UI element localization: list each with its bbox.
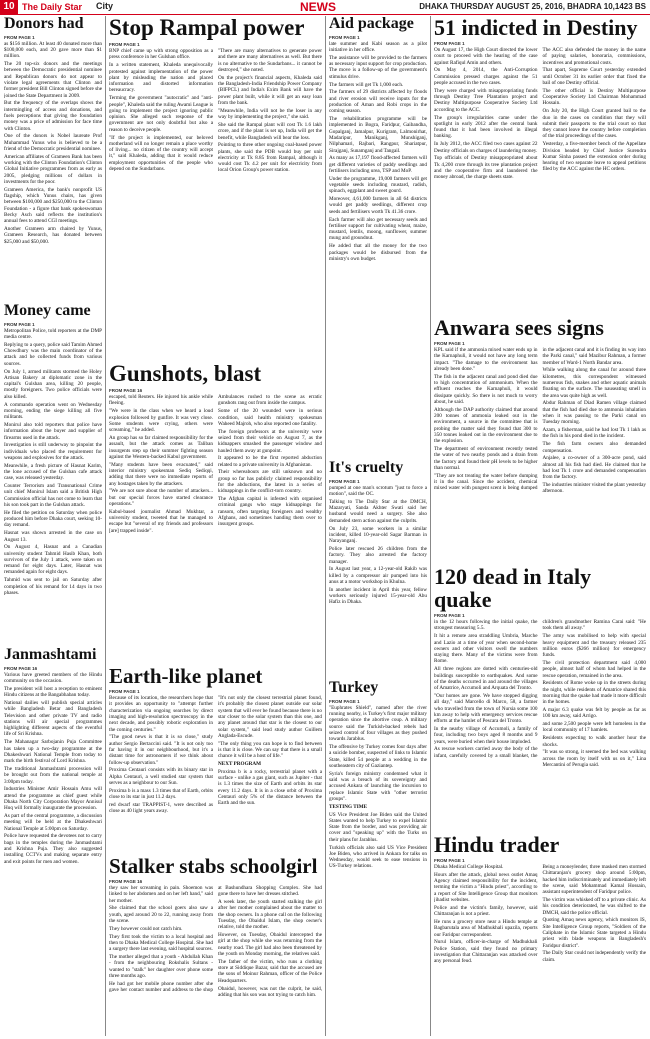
paragraph: The ACC also defended the money in the name of paying salaries, honoraria, commissions, incentives and promotional costs. [542,47,646,66]
paragraph: Investigation is still underway to pinpoint the individuals who placed the requirement for weapons and explosives for the attack. [4,442,102,461]
headline: Hindu trader [434,833,560,857]
column-rule [430,16,431,1036]
article-stop-rampal [109,16,322,356]
paragraph: The father of the victim, who runs a clothing store at Siddique Bazar, said that the accused are the sons of Moinur Rahman, officer of the Police Headquarters. [218,958,322,984]
article-gunshots-blast [109,362,322,660]
paragraph: The mother alleged that a youth - Abdullah Khan - from the neighbouring Rokshalis Sultans - wanted to "stalk" her daughter over phone some three months ago. [109,954,213,979]
headline: Money came [4,303,91,319]
paragraph: Azam, a fisherman, said he had lost Tk 1 lakh as the fish in his pond died in the incident. [542,427,646,440]
subhead: NEXT PROGRAM [218,761,261,768]
paragraph: She said the Rampal plant will cost Tk 1.6 lakh crore, and if the plant is set up, India will get the benefit, while Bangladesh will bear the loss. [218,121,322,141]
paragraph: Metropolitan Police, told reporters at the DMP media centre. [4,327,102,341]
paragraph: That apart, Supreme Court yesterday extended until October 31 its earlier order that fixed the bail of one Destiny official. [542,67,646,87]
paragraph: But the frequency of the overlaps shows the intermingling of access and donations, and fuels perceptions that giving the foundation money was a price of admission for face time with Clinton. [4,100,102,132]
article-earth-like-planet [109,665,322,851]
paragraph: "Many students have been evacuated," said interior ministry spokesman Sediq Sediqqi, adding that there were no immediate reports of any hostages taken by the attackers. [109,461,213,487]
paragraph: Meanwhile, a fresh picture of Hasnat Karim, the lone accused of the Gulshan cafe attack case, was released yesterday. [4,462,102,482]
paragraph: An group has so far claimed responsibility for the assault, but the attack comes as Taliban insurgents step up their summer fighting season against the Western-backed Kabul government. [109,434,213,460]
article-anwara-sees-signs [434,316,646,561]
article-body [4,41,102,245]
paragraph: Turkish officials also said US Vice President Joe Biden, who arrived in Ankara for talks on Wednesday, would seek to ease tensions in US-Turkey relations. [329,844,427,870]
paragraph: Anjalee, a co-owner of a 300-acre pond, said almost all his fish had died. He claimed that he had lost Tk 1 crore and demanded compensation from the factory. [542,455,646,481]
paragraph: Proxima b is a mass 1.3 times that of Earth, orbits close to its star in just 11.2 days. [109,787,213,800]
paragraph: late summer and Kabi season as a pilot initiative in her office. [329,40,427,54]
paragraph: Residents of Rome woke up in the streets during the night, while residents of Amatrice shared this morning that the quake had made it more difficult in the homes. [542,680,646,706]
paragraph: Police and the victim's family, however, said Chittaranjan is not a priest. [434,904,538,918]
paragraph: Yesterday, a five-member bench of the Appellate Division headed by Chief Justice Surendra Kumar Sinha passed the extension order during hearing of two separate leave to appeal petitions filed by the ACC against the HC orders. [542,141,646,173]
page-header-bar [0,0,650,15]
paragraph: The traditional Janmashtami procession will be brought out from the national temple at 3:00pm today. [4,765,102,785]
paragraph: The industries minister visited the plant yesterday afternoon. [542,482,646,495]
paragraph: "Meanwhile, India will not be the loser in any way by implementing the project," she said. [218,107,322,121]
paragraph: Under the programme, 19,000 farmers will get vegetable seeds including mustard, radish, spinach, eggplant and sweet gourd. [329,175,427,195]
paragraph: "There are many alternatives to generate power and there are many alternatives as well. But there is no alternative to the Sundarbans... it cannot be destroyed," she noted. [218,48,322,74]
paragraph: Dhaka Medical College Hospital. [434,864,504,871]
paragraph: As rescue workers carried away the body of the infant, carefully covered by a small blanket, the children's grandmother Ramina Carai said: "He took them all away." [434,619,646,759]
page-number: 10 [0,0,18,14]
paragraph: "The only thing you can hope is to find between is that it is close. We can say that there is a small chance it will be a host of life." [218,740,322,760]
paragraph: pumped at one man's scrotum "just to force a motion", said the OC. [329,484,427,498]
paragraph: On July 23, some workers in a similar incident, killed 10-year-old Sagar Barman in Narayanganj. [329,525,427,545]
paragraph: The victim was whisked off to a private clinic. As his condition deteriorated, he was shifted to the DMCH, said the police official. [542,897,646,916]
paragraph: In July 2012, the ACC filed two cases against 22 Destiny officials on charges of laundering money. [434,141,538,154]
paragraph: Obaidul, however, was not the culprit, he said, adding that his son was not trying to catch him. [218,985,322,998]
paragraph: Police later rescued 26 children from the factory. They also arrested the factory manager. [329,545,427,565]
paragraph: "The good news is that it is so close," study author Sergio Bertaccini said. "It is not only too far having it in our neighbourhood, but it's a distant time for astronomers if we think about follow-up observation." [109,734,213,766]
from-page-tag: FROM PAGE 1 [109,689,140,695]
paragraph: Hours after the attack, global news outlet Amaq Agency claimed responsibility for the incident, terming the victim a "Hindu priest", according to a report of Site Intelligence Group that monitors jihadist websites. [434,871,538,904]
paragraph: Talking to The Daily Star at the DMCH, Mazaryati, Sanda Akhter Swati said her husband would need a surgery. She also demanded stern action against the culprits. [329,498,427,524]
paragraph: and some 2,500 people were left homeless in the local community of 17 hamlets. [542,721,646,734]
article-janmashtami [4,647,102,1035]
paragraph: One of the donors is Nobel laureate Prof Muhammad Yunus who is believed to be a friend of the Democratic presidential nominee. [4,133,102,153]
paragraph: In another incident in April this year, fellow workers seriously injured 15-year-old Abu Hafiz in Dhaka. [329,586,427,606]
paragraph: BNP chief came up with strong opposition as a press conference in her Gulshan office. [109,48,213,61]
paragraph: On the project's financial aspects, Khaleda said the Bangladesh-India Friendship Power Company (BIFPCL) and India's Exim Bank will have the power plant built, while it will get an easy loan from the bank. [218,74,322,107]
paragraph: "If the project is implemented, our beloved motherland will no longer remain a place worthy of living... no citizen of the country will accept it," said Khaleda, adding that it would reduce employment opportunities of the people who depend on the Sundarbans. [109,134,213,172]
paragraph: Police have requested the devotees not to carry bags in the temples during the Janmashtami and Krishna Puja. They also suggested installing CCTVs and making separate entry and exit points for men and women. [4,833,102,865]
paragraph: Residents expecting to walk another hour the shocks. [542,735,646,748]
paragraph: Top officials of Destiny misappropriated about Tk 4,200 crore through its tree plantation project and the cooperative firm and laundered the money abroad, the charge sheets state. [434,155,538,181]
masthead-byline: The Daily Star [22,2,83,12]
paragraph: The Daily Star could not independently verify the claim. [542,950,646,963]
paragraph: As part of the central programme, a discussion meeting will be held at the Dhakeshwari National Temple at 5:00pm on Saturday. [4,813,102,832]
paragraph: On May 4, 2014, the Anti-Corruption Commission pressed charges against the 51 people accused in the two cases. [434,67,538,87]
paragraph: The offensive by Turkey comes four days after a suicide bomber, suspected of links to Islamic State, killed 54 people at a wedding in the southeastern city of Gaziantep. [329,744,427,769]
paragraph: US Vice President Joe Biden said the United States wanted to help Turkey to expel Islamic State from the border, and was providing air cover and "speaking up" with the Turks on their plans for Jarablus. [329,811,427,843]
article-hindu-trader [434,833,646,1036]
paragraph: The department of environment recently tested the water of two nearby ponds and a drain from the factory and found their pH levels to be higher than normal. [434,446,538,471]
paragraph: Syria's foreign ministry condemned what it said was a breach of its sovereignty and accused Ankara of launching the incursion to replace Islamic State with "other terrorist groups". [329,770,427,802]
from-page-tag: FROM PAGE 1 [434,41,465,47]
article-body [4,672,102,865]
paragraph: "They are not treating the water before dumping it in the canal. Since the accident, chemical mixed water with pungent scent is being dumped in the adjacent canal and it is finding its way into the Parki canal," said Mazibur Rahman, a former member of Ward-1 North Bandar area. [434,347,646,492]
article-body [109,48,322,174]
article-body [434,47,646,180]
article-body [329,41,427,262]
paragraph: The foreign professors at the university were seized from their vehicle on August 7, as the kidnappers smashed the passenger window and hauled them away at gunpoint. [218,428,322,454]
paragraph: in the 12 hours following the initial quake, the strongest measuring 5.5. [434,619,538,632]
article-120-dead-in-italy-quake [434,565,646,829]
headline: Aid package [329,16,414,32]
from-page-tag: FROM PAGE 1 [329,34,360,40]
paragraph: Counter Terrorism and Transnational Crime unit chief Monirul Islam said a British High Commission official has not come to learn that his son took part in the Gulshan attack. [4,483,102,509]
paragraph: "It was so strong, it seemed the bed was walking across the room by itself with us on it," Lina Mercantini of Perugia said. [542,749,646,768]
paragraph: The civil protection department said 4,000 people, almost half of whom had helped in the rescue operation, remained in the area. [542,659,646,679]
paragraph: Being a moneylender, three masked men stormed Chittaranjan's grocery shop around 5:00pm, hacked him indiscriminately and immediately left the scene, said Mohammad Kamal Hossain, assistant superintendent of Faridpur police. [542,864,646,896]
article-body [329,705,427,870]
from-page-tag: FROM PAGE 1 [329,478,360,484]
paragraph: A major 6.3 quake was felt by people as far as 100 km away, said Arrigo. [542,707,646,720]
article-aid-package [329,16,427,456]
article-51-indicted-in-destiny [434,16,646,312]
paragraph: A commando operation went on Wednesday morning, ending the siege killing all five militants. [4,401,102,421]
paragraph: Monirul also told reporters that police have information about the buyer and supplier of firearms used in the attack. [4,421,102,441]
paragraph: However, on Tuesday, Obaidul intercepted the girl at the shop while she was returning from the nearby road. The girl had also been threatened by the youth on Monday morning, the relatives said. [218,932,322,958]
paragraph: Terming the government "autocratic" and "anti-people", Khaleda said the ruling Awami League is going to implement the project ignoring public opinion. She alleged such response of the government are not only doubtful but also a reason to deceive people. [109,95,213,133]
article-body [109,394,322,534]
paragraph: Proxima Centauri consists with its binary star in Alpha Centauri, a well studied star system that serves as a neighbour to our Sun. [109,767,213,786]
paragraph: The president will host a reception to eminent Hindu citizens at the Bangabhaban today. [4,685,102,699]
paragraph: "It's not only the closest terrestrial planet found, it's probably the closest planet outside our solar system that will ever be found because there is no star closer to the solar system than this one, and any planet around that star is the closest to our solar system," said lead study author Guillem Anglada-Escude. [218,695,322,739]
paragraph: Nurul Islam, officer-in-charge of Madhukhali Police Station, said they found no primary investigation that Chittaranjan was attacked over any personal feud. [434,939,538,965]
headline: Stop Rampal power [109,16,305,40]
paragraph: He runs a grocery store near a Hindu temple at Bagbarutala area of Madhukhali upazila, reports our Faridpur correspondent. [434,918,538,938]
paragraph: Hasnat was shown arrested in the case on August 13. [4,530,102,543]
headline: Janmashtami [4,647,97,663]
from-page-tag: FROM PAGE 16 [109,879,143,885]
paragraph: In the nearby village of Accumoli, a family of four, including two boys aged 8 months and 9 years, were buried when their house imploded. [434,725,538,745]
article-stalker-stabs-schoolgirl [109,855,322,1036]
paragraph: The farmers of 29 districts affected by floods and river erosion will receive inputs for the production of Aman and Robi crops in the coming season. [329,89,427,115]
paragraph: Various have greeted members of the Hindu community on the occasion. [4,671,102,685]
paragraph: They however could not catch him. [109,925,183,932]
paragraph: Abdur Rahman of Diad Ramen village claimed that the fish had died due to ammonia inhalation when it was passing to the Parki canal on Tuesday morning. [542,400,646,426]
column-rule [105,16,106,1036]
headline: It's cruelty [329,460,404,476]
dateline: DHAKA THURSDAY AUGUST 25, 2016, BHADRA 10,1423 BS [419,2,646,11]
paragraph: It hit a remote area straddling Umbria, Marche and Lazio at a time of year when second-home owners and other visitors swell the numbers staying there. Many of the victims were from Rome. [434,633,538,665]
paragraph: escaped, told Reuters. He injured his ankle while fleeing. [109,394,213,407]
paragraph: The farmers will get Tk 1,000 each. [329,81,404,88]
paragraph: The fish in the adjacent canal and pond died due to high concentration of ammonium. When the effluent reaches the Karnaphuli, it would dissipate quickly. So there is not much to worry about, he said. [434,373,538,405]
paragraph: On July 1, armed militants stormed the Holey Artisan Bakery at diplomatic zone in the capital's Gulshan area, killing 20 people, mostly foreigners. Two police officials were also killed. [4,368,102,400]
paragraph: He filed the petition on Saturday when police produced him before Dhaka court, seeking 10-day remand. [4,509,102,529]
from-page-tag: FROM PAGE 1 [109,42,140,48]
from-page-tag: FROM PAGE 1 [4,34,35,40]
paragraph: Ambulances rushed to the scene as erratic gunshots rang out from inside the campus. [218,394,322,407]
headline: Gunshots, blast [109,362,262,386]
paragraph: On July 20, the High Court granted bail to the duo in the cases on condition that they will submit their passports to the trial court so that they cannot leave the country before completion of the trial proceedings of the cases. [542,108,646,140]
paragraph: A week later, the youth started stalking the girl after her mother complained about the matter to the shop owners. In a phone call on the following Tuesday, the Obaidul Islam, the shop owner's relative, told the mother. [218,899,322,931]
article-its-cruelty [329,460,427,676]
paragraph: Each farmer will also get necessary seeds and fertiliser support for cultivating wheat, maize, mustard, lentils, moong, sunflower, summer mung and groundnut. [329,216,427,242]
paragraph: While walking along the canal for around three kilometres, this correspondent witnessed numerous fish, snakes and other aquatic animals floating on the surface. The nauseating smell in the area was quite high as well. [542,367,646,399]
article-donors-had [4,16,102,299]
paragraph: as $156 million. At least 40 donated more than $100,000 each, and 20 gave more than $1 million. [4,40,102,60]
from-page-tag: FROM PAGE 16 [109,388,143,394]
paragraph: Tahmid was sent to jail on Saturday after completion of his remand for 14 days in two phases. [4,577,102,596]
paragraph: The 20 top-six donors and the meetings between the Democratic presidential nominee and Republican donors do not appear to violate legal agreements that Clinton and former president Bill Clinton signed before she joined the State Department in 2009. [4,61,102,99]
from-page-tag: FROM PAGE 1 [434,341,465,347]
paragraph: Moreover, 4,61,000 farmers in all 64 districts would get paddy seedlings, different crop seeds and fertilisers worth Tk 41.36 crore. [329,196,427,215]
paragraph: The rehabilitation programme will be implemented in Bogra, Faridpur, Gaibandha, Gopalganj, Jamalpur, Kurigram, Lalmonirhat, Madaripur, Manikganj, Munshiganj, Nilphamari, Rajbari, Rangpur, Shariatpur, Sirajganj, Sunamganj and Tangail. [329,116,427,154]
headline: 120 dead in Italy quake [434,565,592,613]
article-turkey [329,680,427,1036]
paragraph: They were charged with misappropriating funds through Destiny Tree Plantation project and Destiny Multipurpose Cooperative Society Ltd according to the ACC. [434,87,538,113]
paragraph: As many as 17,197 flood-affected farmers will get different varieties of paddy seedlings and fertilisers including urea, TSP and MoP. [329,155,427,174]
article-money-came [4,303,102,643]
paragraph: red dwarf star TRAPPIST-1, were described as close as 40 light years away. [109,801,213,815]
paragraph: On August 4, Hasnat and a Canadian university student Tahmid Hasib Khan, both survivors of the July 1 attack, were taken on remand for eight days. Later, Hasnat was remanded again for eight days. [4,544,102,576]
headline: Stalker stabs schoolgirl [109,855,318,878]
paragraph: Replying to a query, police said Tamim Ahmed Chowdhury was the main coordinator of the attack and he collected funds from various sources. [4,341,102,367]
paragraph: The assistance will be provided to the farmers as necessary input support for crop production. The move is a follow-up of the government's stimulus drive. [329,54,427,80]
article-body [109,695,322,814]
paragraph: He had got her mobile phone number after she gave her contact number and address to the shop at Bashundhara Shopping Complex. She had gone there to have her dresses stitched. [109,885,322,993]
headline: Donors had [4,16,84,32]
article-body [434,347,646,495]
paragraph: Because of its location, the researchers hope that it provides an opportunity to "attempt further characterization via ongoing searches by direct imaging and high-resolution spectroscopy in the next decade, and possibly robotic exploration in the coming centuries." [109,695,213,733]
paragraph: National dailies will publish special articles while Bangladesh Betar and Bangladesh Television and other private TV and radio stations will air special programmes highlighting different aspects of the eventful life of Sri Krishna. [4,699,102,738]
headline: 51 indicted in Destiny [434,16,638,40]
paragraph: He added that all the money for the two packages would be disbursed from the ministry's own budget. [329,243,427,262]
paragraph: The Mahanagar Sarbojanin Puja Committee has taken up a two-day programme at the Dhakeshwari National Temple from today to mark the birth festival of Lord Krishna. [4,739,102,765]
paragraph: "Euphrates Shield", named after the river running nearby, is Turkey's first major military operation since the abortive coup. A military source said the Turkish-backed rebels had seized control of four villages as they pushed towards Jarablus. [329,704,427,743]
paragraph: The group's irregularities came under the spotlight in early 2012 after the central bank found that it had been involved in illegal banking. [434,114,538,140]
paragraph: Another Grameen arm chaired by Yunus, Grameen Research, has donated between $25,000 and $50,000. [4,226,102,245]
article-body [329,485,427,606]
paragraph: KPL said if the ammonia mixed water ends up in the Karnaphuli, it would not have any long term impact. "The damage to the environment has already been done." [434,347,538,372]
paragraph: "Our homes are gone. We have stopped digging all day," said Marcello di Marco, 58, a farmer who travelled from the town of Nursia some 100 km away to help with emergency services rescue efforts at the hamlet of Pescara del Tronto. [434,692,538,725]
paragraph: American affiliates of Grameen Bank has been working with the Clinton Foundation's Clinton Global Initiative programmes from as early as 2005, pledging millions of dollars in investments for the poor. [4,153,102,186]
paragraph: Although the DAP authority claimed that around 200 tonnes of ammonia leaked out in the environment, a source in the committee that is probing the matter said they found that 300 to 350 tonnes leaked out in the environment due to the explosion. [434,406,538,445]
paragraph: They first took the victim to a local hospital and then to Dhaka Medical College Hospital. She had a surgery there last evening, said hospital sources. [109,933,213,953]
paragraph: "We are not sure about the number of attackers... but our special forces have started clearance operations." [109,488,213,507]
paragraph: Industries Minister Amir Hossain Amu will attend the programme as chief guest while Dhaka North City Corporation Mayor Annisul Huq will formally inaugurate the procession. [4,786,102,812]
section-label: City [96,1,114,11]
headline: Earth-like planet [109,665,263,688]
from-page-tag: FROM PAGE 1 [434,613,465,619]
paragraph: Quoting Amaq news agency, which monitors IS, Site Intelligence Group reports, "Soldiers of the Caliphate in the Islamic State targeted a Hindu priest with blade weapons in Bangladesh's Faridpur district". [542,917,646,949]
paragraph: On August 17, the High Court directed the lower court to proceed with the hearing of the case against Rafiqul Amin and others. [434,47,538,66]
paragraph: Proxima b is a rocky, terrestrial planet with a surface - unlike a gas giant, such as Jupiter - that is 1.3 times the size of Earth and orbits its star every 11.2 days. It is in a close orbit of Proxima Centauri only 5% of the distance between the Earth and the sun. [218,768,322,807]
paragraph: She claimed that the school goers also saw a youth, aged around 20 to 22, running away from the scene. [109,905,213,925]
paragraph: Kabul-based journalist Ahmad Mukhtar, a university student, tweeted that he managed to escape but "several of my friends and professors [are] trapped inside". [109,508,213,534]
paragraph: The other official is Destiny Multipurpose Cooperative Society Ltd Chairman Mohammad Hossain. [542,87,646,107]
from-page-tag: FROM PAGE 16 [4,665,38,671]
article-body [109,885,322,998]
headline: Anwara sees signs [434,316,604,340]
paragraph: In a written statement, Khaleda unequivocally protested against implementation of the power plant by misleading the nation and placed information and distorted information bereaucracy. [109,62,213,94]
from-page-tag: FROM PAGE 1 [434,858,465,864]
subhead: TESTING TIME [329,803,368,810]
paragraph: they saw her screaming in pain. Shoemon was linked to her abdomen and on her left hand," said her mother. [109,885,213,904]
paragraph: The fish farm owners also demanded compensation. [542,441,646,454]
article-body [4,328,102,596]
from-page-tag: FROM PAGE 1 [4,321,35,327]
paragraph: All three regions are dotted with centuries-old buildings susceptible to earthquakes. And some of the deaths occurred in and around the villages of Amatrice, Accumoli and Arquata del Tronto. [434,666,538,692]
paragraph: Grameen America, the bank's nonprofit US flagship, which Yunus chairs, has given between $100,000 and $250,000 to the Clinton Foundation - a figure that bank spokeswoman Becky Asch said reflects the institution's annual fees to attend CGI meetings. [4,186,102,225]
paragraph: The Afghan capital is infested with organised criminal gangs who stage kidnappings for ransom, often targeting foreigners and wealthy Afghans, and sometimes handing them over to insurgent groups. [218,496,322,528]
news-badge: NEWS [300,0,336,14]
headline: Turkey [329,680,379,696]
paragraph: In August last year, a 12-year-old Rakib was killed by a compressor air pumped into his anus at a motor workshop in Khulna. [329,566,427,585]
column-rule [325,16,326,1036]
paragraph: The army was mobilised to help with special heavy equipment and the treasury released 235 million euros ($266 million) for emergency funds. [542,633,646,659]
from-page-tag: FROM PAGE 1 [329,698,360,704]
paragraph: It appeared to be the first reported abduction related to a private university in Afghanistan. [218,455,322,468]
article-body [434,864,646,965]
paragraph: "We were in the class when we heard a loud explosion followed by gunfire. It was very close. Some students were crying, others were screaming," he added. [109,408,213,434]
article-body [434,619,646,768]
paragraph: Pointing to three other ongoing coal-based power plants, she said the PDB would buy per unit electricity at Tk 8.85 from Rampal, although it would cost Tk 4.2 per unit for electricity from local Orion Group's power station. [218,142,322,174]
paragraph: Their whereabouts are still unknown and no group so far has publicly claimed responsibility for the abductions, the latest in a series of kidnappings in the conflict-torn country. [218,469,322,495]
paragraph: Some of the 20 wounded were in serious condition, said health ministry spokesman Waheed Majroh, who also reported one fatality. [218,408,322,427]
